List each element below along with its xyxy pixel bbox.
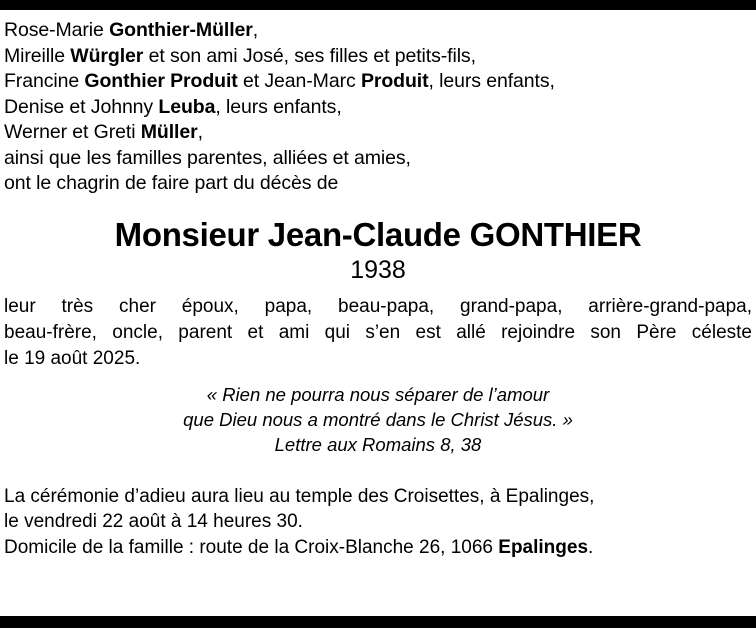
ceremony-line-2: le vendredi 22 août à 14 heures 30.	[4, 511, 303, 532]
relationship-line-1: leur très cher époux, papa, beau-papa, grand-papa, arrière-grand-papa,	[4, 295, 752, 317]
domicile-prefix: Domicile de la famille : route de la Croix-Blanche 26, 1066	[4, 536, 499, 558]
family-name-3b: Produit	[360, 70, 429, 92]
family-line-1: Rose-Marie Gonthier-Müller,	[4, 19, 259, 41]
family-name-5: Müller	[140, 121, 198, 143]
notice-content	[0, 10, 756, 560]
quote-line-2: que Dieu nous a montré dans le Christ Jésus. »	[183, 408, 573, 430]
family-name-3a: Gonthier Produit	[84, 70, 238, 92]
family-name-1: Gonthier-Müller	[109, 19, 253, 41]
family-line-6: ainsi que les familles parentes, alliées et amies,	[4, 146, 411, 169]
ceremony-info	[4, 484, 752, 561]
family-name-2: Würgler	[70, 44, 144, 67]
bottom-black-border	[0, 616, 756, 628]
announcement-line: ont le chagrin de faire part du décès de	[4, 172, 339, 194]
family-name-4: Leuba	[158, 95, 216, 118]
family-line-3: Francine Gonthier Produit et Jean-Marc Produit, leurs enfants,	[4, 70, 555, 92]
domicile-place: Epalinges	[498, 536, 589, 558]
deceased-year: 1938	[350, 255, 406, 284]
domicile-suffix: .	[588, 536, 594, 558]
domicile-line	[4, 535, 752, 561]
family-line-2: Mireille Würgler et son ami José, ses filles et petits-fils,	[4, 44, 476, 67]
quote-reference: Lettre aux Romains 8, 38	[274, 433, 482, 455]
relationship-line-3: le 19 août 2025.	[4, 347, 141, 369]
family-line-4: Denise et Johnny Leuba, leurs enfants,	[4, 95, 342, 118]
family-list	[4, 18, 752, 197]
deceased-name: Monsieur Jean-Claude GONTHIER	[114, 215, 642, 253]
relationship-line-2: beau-frère, oncle, parent et ami qui s’en est allé rejoindre son Père céleste	[4, 321, 752, 343]
ceremony-line-1: La cérémonie d’adieu aura lieu au temple des Croisettes, à Epalinges,	[4, 485, 595, 507]
family-line-5: Werner et Greti Müller,	[4, 121, 203, 143]
scripture-quote	[4, 382, 752, 457]
relationship-text	[4, 294, 752, 372]
quote-line-1: « Rien ne pourra nous séparer de l’amour	[206, 383, 550, 405]
top-black-border	[0, 0, 756, 10]
